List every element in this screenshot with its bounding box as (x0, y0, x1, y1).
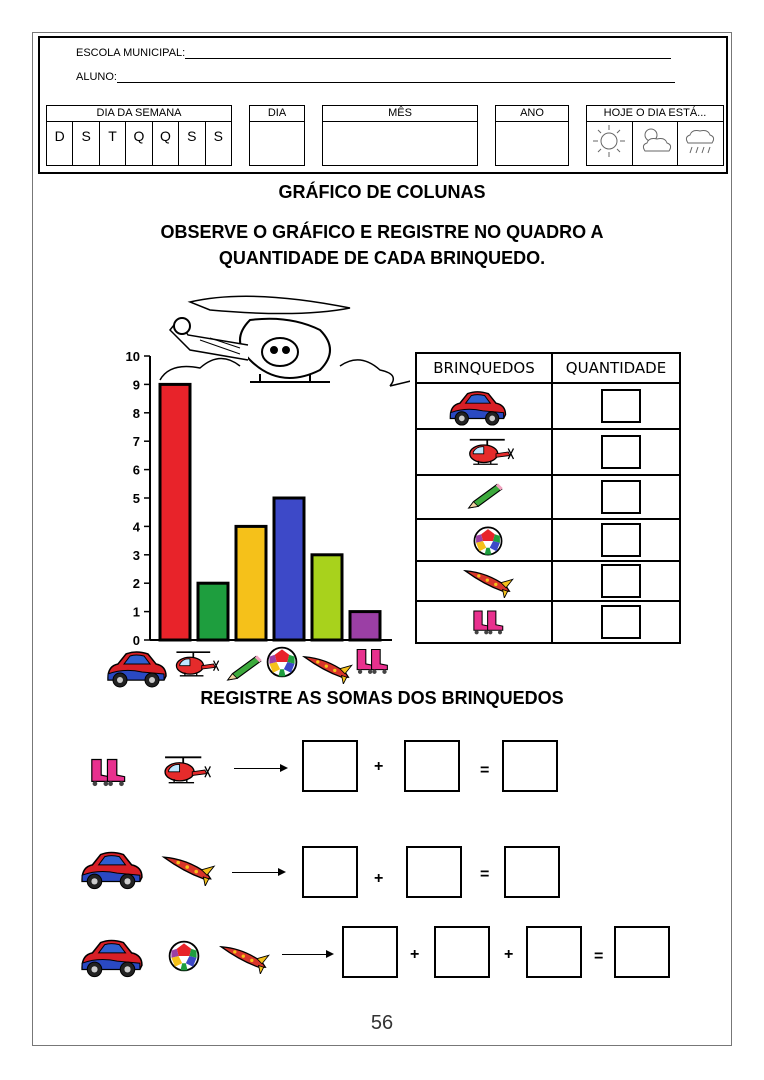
school-label: ESCOLA MUNICIPAL: (76, 47, 186, 59)
student-header (38, 36, 728, 174)
month-box[interactable] (322, 105, 478, 166)
y-tick-label: 3 (132, 547, 140, 563)
quantity-box-helicopter[interactable] (601, 435, 641, 469)
pencil-icon (220, 652, 270, 686)
y-tick-label: 10 (125, 349, 140, 364)
weekday-q1[interactable]: Q (126, 121, 152, 166)
car-icon (104, 648, 168, 688)
car-icon (78, 936, 144, 978)
helicopter-icon (168, 646, 222, 682)
page-title: GRÁFICO DE COLUNAS (278, 182, 486, 202)
car-icon (78, 848, 144, 890)
sum-1-box-a[interactable] (302, 740, 358, 792)
page-number: 56 (370, 1012, 394, 1034)
day-label: DIA (250, 106, 304, 122)
arrow-icon (234, 768, 286, 769)
bar-patins (350, 612, 380, 640)
y-tick-label: 8 (132, 405, 140, 421)
weather-label: HOJE O DIA ESTÁ... (587, 106, 723, 122)
school-line (76, 46, 671, 59)
table-row (417, 602, 679, 642)
y-tick-label: 5 (132, 491, 140, 506)
weekday-d[interactable]: D (47, 121, 73, 166)
ball-icon (471, 524, 505, 558)
table-row (417, 430, 679, 476)
quantity-box-skates[interactable] (601, 605, 641, 639)
quantity-box-pencil[interactable] (601, 480, 641, 514)
sum-2-box-b[interactable] (406, 846, 462, 898)
quantity-box-ball[interactable] (601, 523, 641, 557)
table-row (417, 520, 679, 562)
sum-2-result[interactable] (504, 846, 560, 898)
y-tick-label: 2 (132, 576, 140, 592)
weekday-t[interactable]: T (100, 121, 126, 166)
arrow-icon (282, 954, 332, 955)
bar-chart (100, 290, 410, 690)
rocket-icon (160, 850, 218, 886)
y-tick-label: 4 (132, 519, 140, 535)
table-header-toys: BRINQUEDOS (417, 354, 553, 384)
equals-sign: = (480, 866, 490, 883)
sums-title: REGISTRE AS SOMAS DOS BRINQUEDOS (200, 688, 564, 708)
sum-1-result[interactable] (502, 740, 558, 792)
chart-x-icons (104, 644, 404, 688)
weekday-q2[interactable]: Q (153, 121, 179, 166)
school-field[interactable] (185, 46, 671, 59)
weekday-s3[interactable]: S (213, 128, 223, 144)
rain-cloud-icon[interactable] (678, 121, 723, 165)
rocket-icon (461, 564, 517, 598)
helicopter-icon (461, 434, 517, 470)
helicopter-icon (156, 750, 214, 790)
student-line (76, 70, 675, 83)
rocket-icon (216, 940, 274, 974)
weekday-s2[interactable]: S (179, 121, 205, 166)
table-row (417, 562, 679, 602)
bar-foguete (312, 555, 342, 640)
y-tick-label: 9 (132, 377, 140, 393)
plus-sign: + (410, 946, 420, 963)
bar-bola (274, 498, 304, 640)
weekday-box (46, 105, 232, 166)
year-label: ANO (496, 106, 568, 122)
table-row (417, 384, 679, 430)
quantity-box-rocket[interactable] (601, 564, 641, 598)
student-field[interactable] (117, 70, 675, 83)
bar-lápis (236, 526, 266, 640)
helicopter-illustration (160, 296, 410, 386)
arrow-icon (232, 872, 284, 873)
bar-carro (160, 384, 190, 640)
y-tick-label: 7 (132, 434, 140, 450)
instruction-line-2: QUANTIDADE DE CADA BRINQUEDO. (218, 248, 546, 268)
car-icon (445, 388, 509, 426)
weekday-s[interactable]: S (73, 121, 99, 166)
rocket-icon (300, 650, 356, 684)
plus-sign: + (504, 946, 514, 963)
sum-2-box-a[interactable] (302, 846, 358, 898)
sum-1-box-b[interactable] (404, 740, 460, 792)
quantity-box-car[interactable] (601, 389, 641, 423)
table-header-quantity: QUANTIDADE (553, 354, 679, 384)
day-box[interactable] (249, 105, 305, 166)
chart-bars (160, 384, 380, 640)
skates-icon (467, 604, 511, 640)
sun-cloud-icon[interactable] (633, 121, 679, 165)
month-label: MÊS (323, 106, 477, 122)
sun-icon[interactable] (587, 121, 633, 165)
ball-icon (166, 938, 202, 974)
y-tick-label: 1 (132, 604, 140, 620)
year-box[interactable] (495, 105, 569, 166)
y-tick-label: 0 (132, 633, 140, 648)
skates-icon (350, 644, 396, 678)
equals-sign: = (594, 948, 604, 965)
sum-3-box-b[interactable] (434, 926, 490, 978)
plus-sign: + (374, 870, 384, 887)
weather-box (586, 105, 724, 166)
weekday-label: DIA DA SEMANA (47, 106, 231, 122)
y-tick-label: 6 (132, 462, 140, 478)
pencil-icon (461, 480, 511, 514)
ball-icon (264, 644, 300, 680)
equals-sign: = (480, 762, 490, 779)
quantity-table (415, 352, 681, 644)
student-label: ALUNO: (76, 71, 117, 83)
sum-3-result[interactable] (614, 926, 670, 978)
sum-3-box-a[interactable] (342, 926, 398, 978)
table-row (417, 476, 679, 520)
bar-helicóptero (198, 583, 228, 640)
plus-sign: + (374, 758, 384, 775)
sum-3-box-c[interactable] (526, 926, 582, 978)
instruction-line-1: OBSERVE O GRÁFICO E REGISTRE NO QUADRO A (160, 222, 604, 242)
skates-icon (84, 752, 134, 792)
